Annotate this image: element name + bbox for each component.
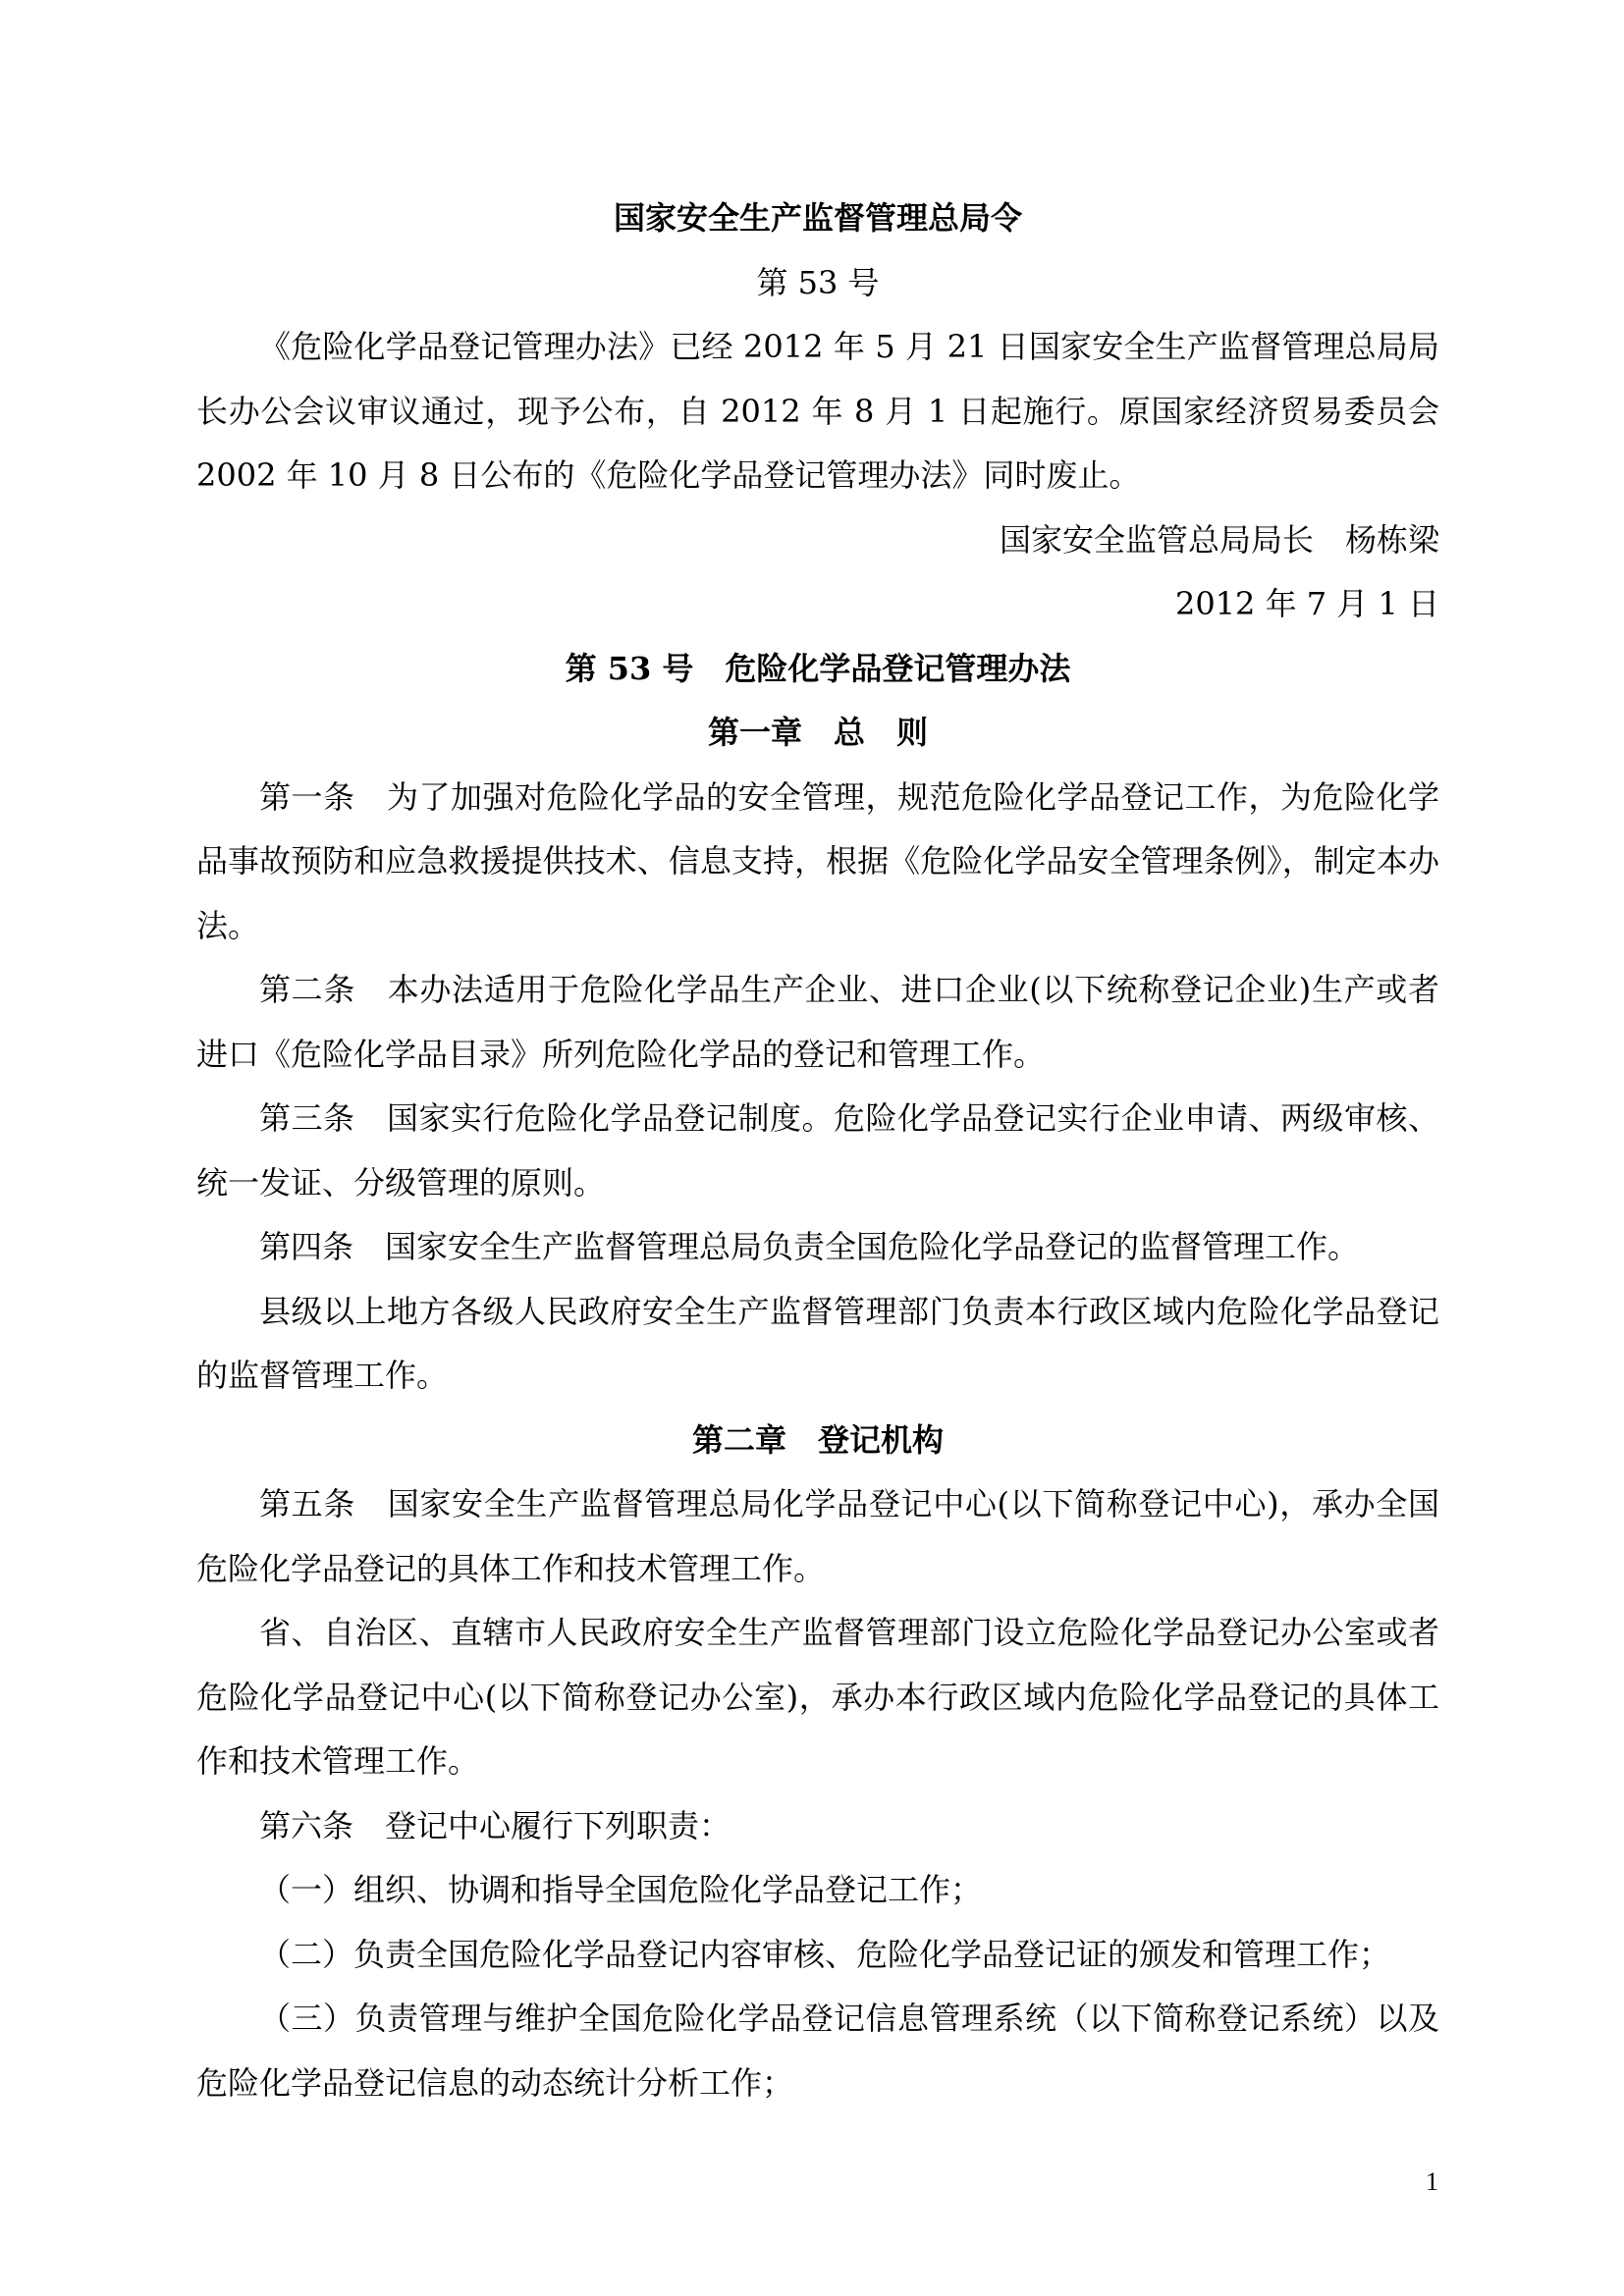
- article-5-paragraph-2: 省、自治区、直辖市人民政府安全生产监督管理部门设立危险化学品登记办公室或者危险化学品登记中心(以下简称登记办公室)，承办本行政区域内危险化学品登记的具体工作和技术管理工作。: [196, 1614, 1439, 1780]
- article-3: 第三条 国家实行危险化学品登记制度。危险化学品登记实行企业申请、两级审核、统一发证、分级管理的原则。: [196, 1099, 1439, 1201]
- article-4: 第四条 国家安全生产监督管理总局负责全国危险化学品登记的监督管理工作。: [259, 1228, 1360, 1265]
- article-4-paragraph-2: 县级以上地方各级人民政府安全生产监督管理部门负责本行政区域内危险化学品登记的监督管理工作。: [196, 1292, 1439, 1394]
- page-number: 1: [1426, 2167, 1438, 2196]
- article-5: 第五条 国家安全生产监督管理总局化学品登记中心(以下简称登记中心)，承办全国危险化学品登记的具体工作和技术管理工作。: [196, 1485, 1439, 1587]
- regulation-title: 第 53 号 危险化学品登记管理办法: [565, 649, 1071, 687]
- article-6-item-2: （二）负责全国危险化学品登记内容审核、危险化学品登记证的颁发和管理工作；: [259, 1935, 1391, 1973]
- article-6-item-3: （三）负责管理与维护全国危险化学品登记信息管理系统（以下简称登记系统）以及危险化学品登记信息的动态统计分析工作；: [196, 2000, 1439, 2102]
- chapter-1-title: 第一章 总 则: [707, 714, 928, 751]
- decree-title: 国家安全生产监督管理总局令: [613, 199, 1022, 237]
- document-page: [196, 187, 1439, 2115]
- signatory: 国家安全监管总局局长 杨栋梁: [999, 520, 1439, 559]
- chapter-2-title: 第二章 登记机构: [691, 1420, 944, 1459]
- article-1: 第一条 为了加强对危险化学品的安全管理，规范危险化学品登记工作，为危险化学品事故预防和应急救援提供技术、信息支持，根据《危险化学品安全管理条例》，制定本办法。: [196, 777, 1439, 944]
- preamble: 《危险化学品登记管理办法》已经 2012 年 5 月 21 日国家安全生产监督管理总局局长办公会议审议通过，现予公布，自 2012 年 8 月 1 日起施行。原国家经济贸易委员会 2002 年 10 月 8 日公布的《危险化学品登记管理办法》同时废止。: [196, 328, 1439, 494]
- decree-number: 第 53 号: [756, 263, 880, 301]
- sign-date: 2012 年 7 月 1 日: [1174, 585, 1439, 622]
- article-6-item-1: （一）组织、协调和指导全国危险化学品登记工作；: [259, 1871, 983, 1908]
- article-2: 第二条 本办法适用于危险化学品生产企业、进口企业(以下统称登记企业)生产或者进口《危险化学品目录》所列危险化学品的登记和管理工作。: [196, 971, 1439, 1073]
- article-6: 第六条 登记中心履行下列职责：: [259, 1806, 731, 1844]
